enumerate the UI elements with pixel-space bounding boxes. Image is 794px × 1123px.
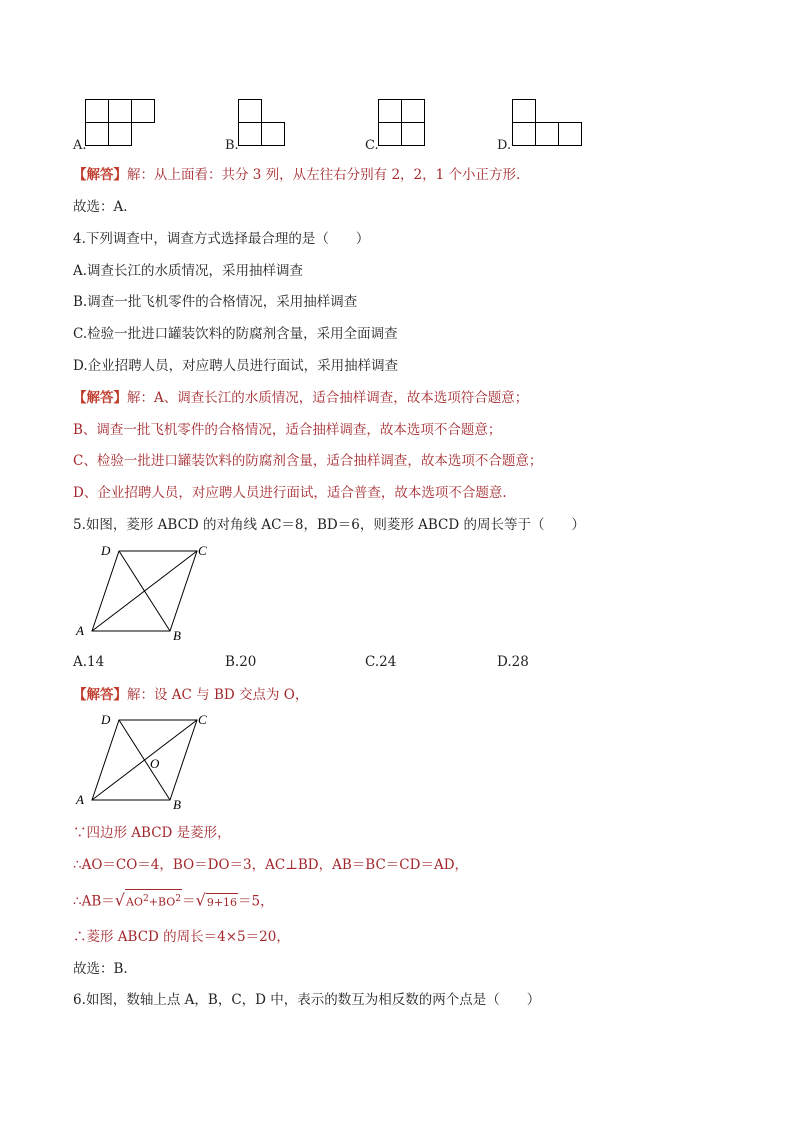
q3-option-b-figure	[238, 99, 290, 147]
q5-option-c: C.24	[365, 654, 397, 670]
q6-question: 6.如图，数轴上点 A，B，C，D 中，表示的数互为相反数的两个点是（ ）	[73, 992, 541, 1008]
vertex-d-label: D	[101, 543, 111, 558]
q3-option-a-label: A.	[73, 138, 87, 153]
q4-option-d: D.企业招聘人员，对应聘人员进行面试，采用抽样调查	[73, 358, 399, 374]
vertex-b-label: B	[173, 628, 181, 643]
q3-option-d-figure	[512, 99, 587, 147]
q3-option-b-label: B.	[225, 138, 239, 153]
exponent-2: 2	[175, 893, 182, 904]
answer-text: 解：从上面看：共分 3 列，从左往右分别有 2，2，1 个小正方形.	[127, 167, 521, 183]
radicand-2: 9+16	[206, 893, 238, 912]
q4-answer-line-2: B、调查一批飞机零件的合格情况，适合抽样调查，故本选项不合题意；	[73, 422, 502, 438]
q4-option-c: C.检验一批进口罐装饮料的防腐剂含量，采用全面调查	[73, 326, 398, 342]
answer-text: 解：设 AC 与 BD 交点为 O，	[127, 687, 309, 703]
vertex-b-label: B	[173, 797, 181, 812]
q5-answer-intro	[73, 686, 308, 704]
answer-tag: 【解答】	[73, 390, 127, 406]
q5-option-a: A.14	[73, 654, 105, 670]
vertex-c-label: C	[198, 712, 207, 727]
formula-prefix: ∴AB＝	[73, 893, 115, 910]
q4-answer-line-4: D、企业招聘人员，对应聘人员进行面试，适合普查，故本选项不合题意.	[73, 485, 507, 501]
q3-choice: 故选：A.	[73, 199, 128, 215]
q3-option-d-label: D.	[497, 138, 512, 153]
q4-answer-line-1	[73, 389, 528, 407]
vertex-a-label: A	[76, 792, 84, 807]
vertex-c-label: C	[198, 543, 207, 558]
q5-choice: 故选：B.	[73, 961, 128, 977]
q5-question: 5.如图，菱形 ABCD 的对角线 AC＝8，BD＝6，则菱形 ABCD 的周长等于（ ）	[73, 517, 585, 533]
q3-option-c-label: C.	[365, 138, 379, 153]
vertex-d-label: D	[101, 712, 111, 727]
q5-rhombus-figure	[72, 540, 222, 648]
formula-equals: ＝	[182, 893, 196, 910]
answer-tag: 【解答】	[73, 687, 127, 703]
q4-answer-line-3: C、检验一批进口罐装饮料的防腐剂含量，适合抽样调查，故本选项不合题意；	[73, 453, 543, 469]
q5-answer-line-2: ∴AO＝CO＝4，BO＝DO＝3，AC⊥BD，AB＝BC＝CD＝AD，	[73, 857, 469, 873]
q5-option-b: B.20	[225, 654, 257, 670]
q4-question: 4.下列调查中，调查方式选择最合理的是（ ）	[73, 231, 370, 247]
exponent-1: 2	[142, 893, 149, 904]
sqrt-icon: √	[195, 890, 206, 910]
vertex-a-label: A	[76, 623, 84, 638]
radicand-ao: AO	[125, 895, 143, 909]
q5-option-d: D.28	[497, 654, 529, 670]
q4-option-a: A.调查长江的水质情况，采用抽样调查	[73, 263, 304, 279]
q3-answer	[73, 166, 520, 184]
formula-result: ＝5，	[238, 893, 274, 910]
q3-option-c-figure	[378, 99, 430, 147]
q5-answer-line-3	[73, 889, 274, 912]
q5-answer-rhombus-figure	[72, 709, 222, 817]
center-o-label: O	[150, 756, 160, 771]
q3-option-a-figure	[85, 99, 160, 147]
radicand-bo: +BO	[148, 895, 176, 909]
answer-tag: 【解答】	[73, 167, 127, 183]
radicand-1	[125, 889, 182, 912]
q5-answer-line-1: ∵四边形 ABCD 是菱形，	[73, 825, 231, 841]
sqrt-icon: √	[114, 890, 125, 910]
answer-text: 解：A、调查长江的水质情况，适合抽样调查，故本选项符合题意；	[127, 390, 529, 406]
q4-option-b: B.调查一批飞机零件的合格情况，采用抽样调查	[73, 294, 358, 310]
q5-answer-line-4: ∴菱形 ABCD 的周长＝4×5＝20，	[73, 929, 290, 945]
